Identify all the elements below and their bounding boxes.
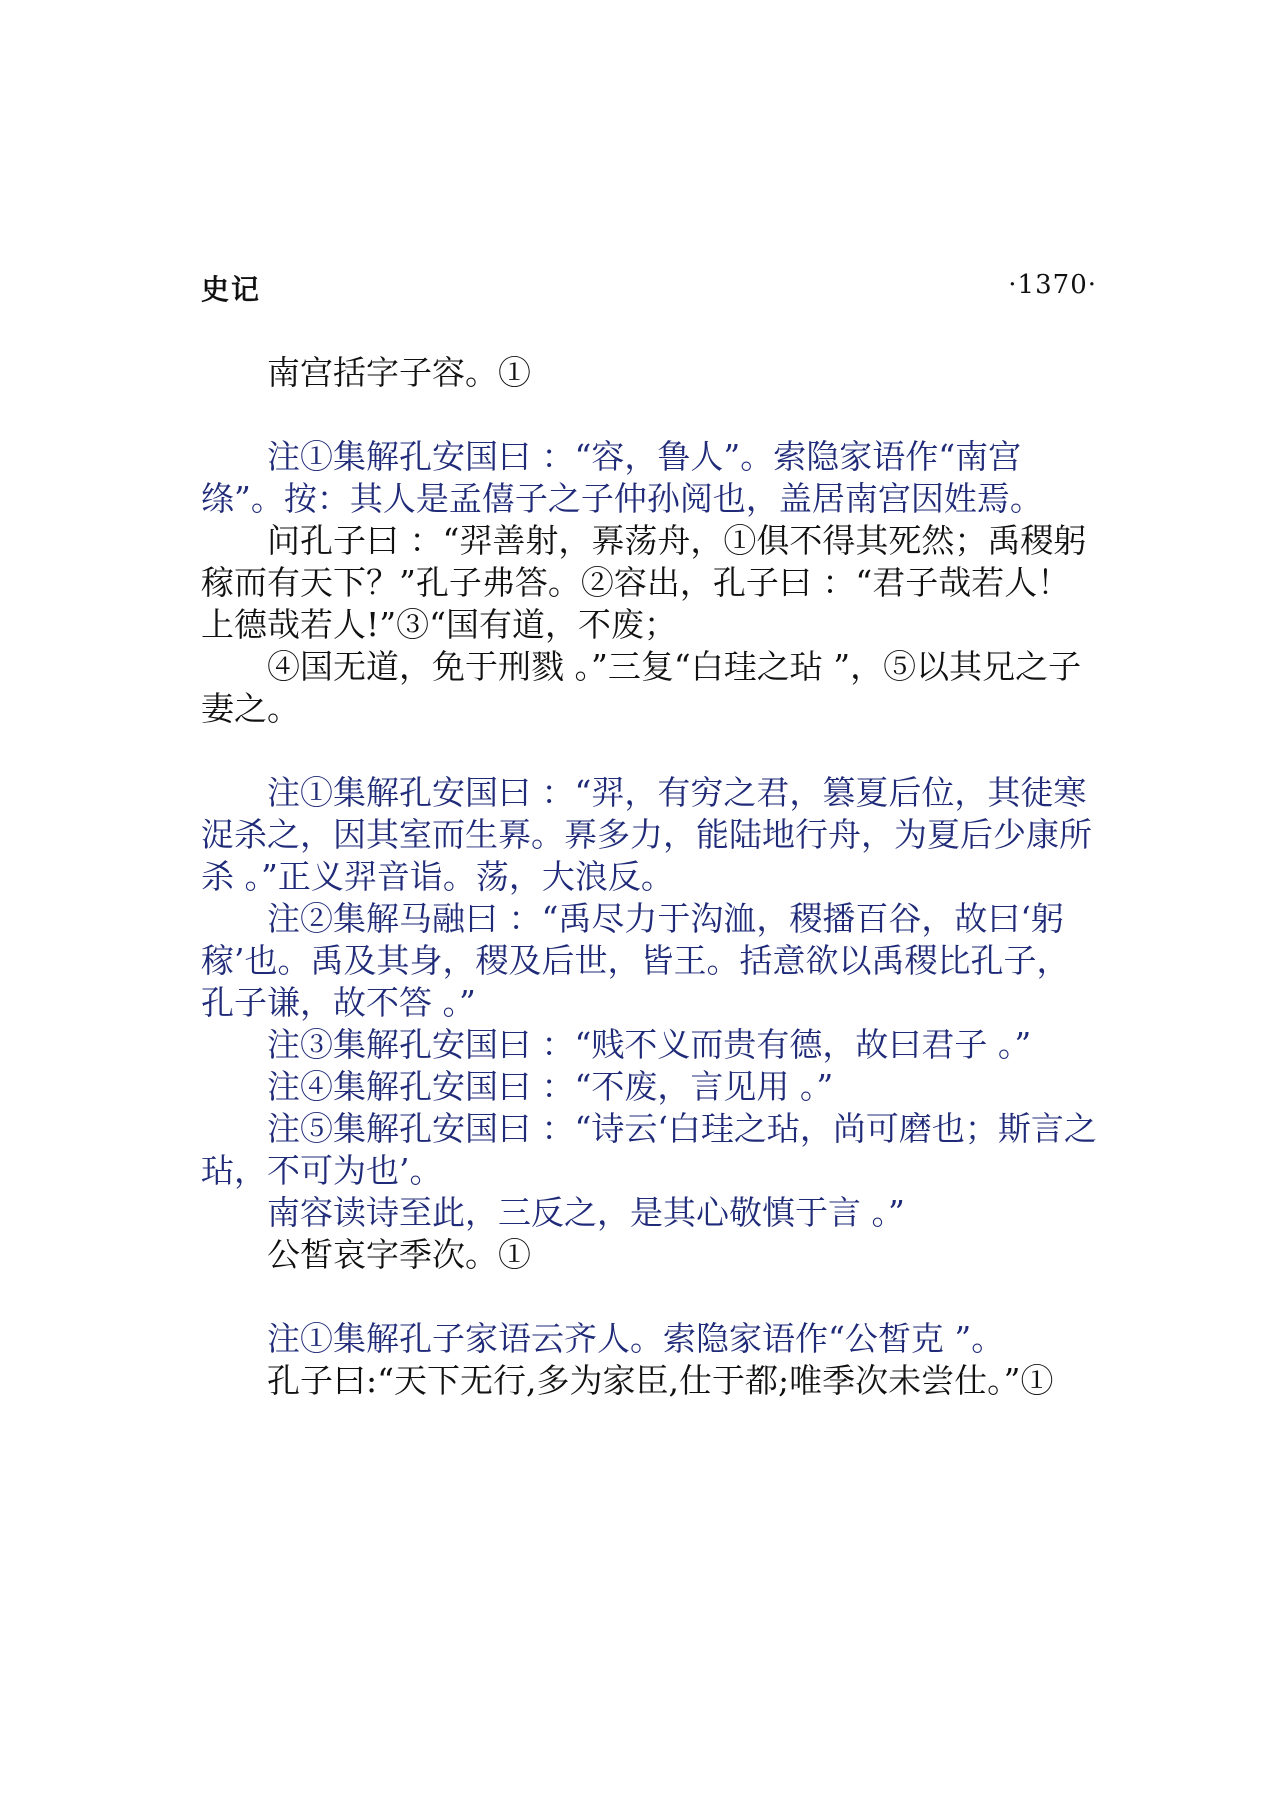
annotation-paragraph: 注③集解孔安国曰 ：“贱不义而贵有德，故曰君子 。” <box>267 1025 1032 1064</box>
text-paragraph: 孔子曰:“天下无行,多为家臣,仕于都;唯季次未尝仕。”① <box>267 1361 1054 1400</box>
annotation-paragraph: 注⑤集解孔安国曰 ：“诗云‘白珪之玷，尚可磨也；斯言之玷，不可为也’。 <box>201 1109 1097 1190</box>
annotation-paragraph: 南容读诗至此，三反之，是其心敬慎于言 。” <box>267 1193 905 1232</box>
page-body <box>201 352 1101 1402</box>
text-paragraph: ④国无道，免于刑戮 。”三复“白珪之玷 ”，⑤以其兄之子妻之。 <box>201 647 1082 728</box>
annotation-paragraph: 注①集解孔安国曰 ：“容，鲁人”。索隐家语作“南宫绦”。按：其人是孟僖子之子仲孙阅也，盖居南宫因姓焉。 <box>201 437 1043 518</box>
text-paragraph: 公皙哀字季次。① <box>267 1235 531 1274</box>
annotation-paragraph: 注①集解孔子家语云齐人。索隐家语作“公皙克 ”。 <box>267 1319 1005 1358</box>
annotation-paragraph: 注④集解孔安国曰 ：“不废，言见用 。” <box>267 1067 834 1106</box>
page-number: ·1370· <box>1008 270 1097 300</box>
annotation-paragraph: 注②集解马融曰 ：“禹尽力于沟洫，稷播百谷，故曰‘躬稼’也。禹及其身，稷及后世，皆王。括意欲以禹稷比孔子，孔子谦，故不答 。” <box>201 899 1070 1022</box>
text-paragraph: 问孔子曰 ：“羿善射，奡荡舟，①俱不得其死然；禹稷躬稼而有天下？”孔子弗答。②容出，孔子曰 ：“君子哉若人！上德哉若人!”③“国有道，不废； <box>201 521 1087 644</box>
page-header <box>201 268 1097 312</box>
book-title: 史记 <box>201 273 262 306</box>
text-paragraph: 南宫括字子容。① <box>267 353 531 392</box>
annotation-paragraph: 注①集解孔安国曰 ：“羿，有穷之君，篡夏后位，其徒寒浞杀之，因其室而生奡。奡多力，能陆地行舟，为夏后少康所杀 。”正义羿音诣。荡，大浪反。 <box>201 773 1092 896</box>
